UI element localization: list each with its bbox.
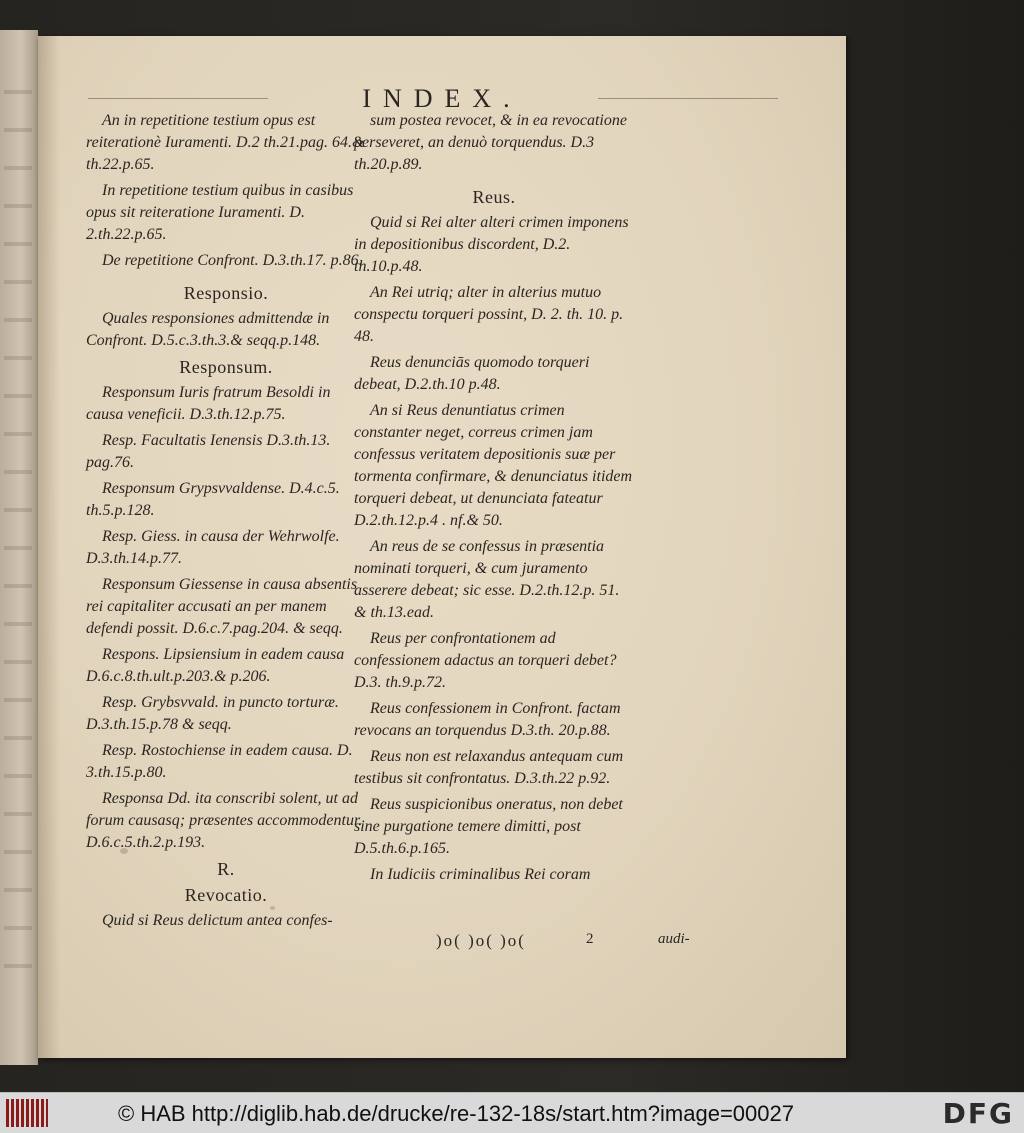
- index-entry: Resp. Giess. in causa der Wehrwolfe. D.3.th.14.p.77.: [86, 528, 340, 567]
- ink-spot: [120, 848, 128, 854]
- previous-page-edge: [0, 30, 38, 1065]
- hab-logo-icon: [6, 1099, 48, 1127]
- index-entry: An si Reus denuntiatus crimen constanter neget, correus crimen jam confessus veritatem depositionis suæ per tormenta confirmare, & denunciatus itidem torqueri debeat, ut denunciata fateatur D.2.th.12.p.4 . nf.& 50.: [354, 402, 633, 529]
- copyright-url[interactable]: © HAB http://diglib.hab.de/drucke/re-132-18s/start.htm?image=00027: [118, 1101, 794, 1126]
- index-entry: Resp. Rostochiense in eadem causa. D. 3.th.15.p.80.: [86, 742, 353, 781]
- page-gutter-shadow: [38, 36, 60, 1058]
- page-header: INDEX.: [362, 84, 522, 113]
- index-entry: Reus confessionem in Confront. factam revocans an torquendus D.3.th. 20.p.88.: [354, 700, 621, 739]
- index-heading: Reus.: [472, 187, 516, 207]
- bleed-through-marks: [4, 90, 32, 990]
- dfg-logo-icon: DFG: [942, 1097, 1014, 1130]
- index-heading: Revocatio.: [184, 885, 268, 905]
- index-entry: Quales responsiones admittendæ in Confront. D.5.c.3.th.3.& seqq.p.148.: [86, 310, 330, 349]
- index-entry: Reus non est relaxandus antequam cum testibus sit confrontatus. D.3.th.22 p.92.: [354, 748, 624, 787]
- index-entry: sum postea revocet, & in ea revocatione perseveret, an denuò torquendus. D.3 th.20.p.89.: [354, 112, 627, 173]
- index-entry: An in repetitione testium opus est reiterationè Iuramenti. D.2 th.21.pag. 64.& th.22.p.65.: [86, 112, 365, 173]
- index-entry: Resp. Facultatis Ienensis D.3.th.13. pag.76.: [86, 432, 331, 471]
- index-heading: Responsio.: [183, 283, 269, 303]
- index-entry: In repetitione testium quibus in casibus opus sit reiteratione Iuramenti. D. 2.th.22.p.65.: [86, 182, 354, 243]
- catchword: audi-: [658, 931, 690, 947]
- index-entry: Responsum Iuris fratrum Besoldi in causa veneficii. D.3.th.12.p.75.: [86, 384, 331, 423]
- header-rule-left: [88, 98, 268, 99]
- left-column: [86, 110, 366, 936]
- index-entry: Responsum Grypsvvaldense. D.4.c.5. th.5.p.128.: [86, 480, 340, 519]
- index-letter-heading: R.: [217, 859, 235, 879]
- index-entry: Responsum Giessense in causa absentis rei capitaliter accusati an per manem defendi possit. D.6.c.7.pag.204. & seqq.: [86, 576, 358, 637]
- index-entry: Reus denunciās quomodo torqueri debeat, D.2.th.10 p.48.: [354, 354, 590, 393]
- header-rule-right: [598, 98, 778, 99]
- index-heading: Responsum.: [179, 357, 273, 377]
- book-page: [38, 36, 846, 1058]
- index-entry: Responsa Dd. ita conscribi solent, ut ad forum causasq; præsentes accommodentur. D.6.c.5.th.2.p.193.: [86, 790, 363, 851]
- viewer-footer: [0, 1092, 1024, 1133]
- index-entry: Respons. Lipsiensium in eadem causa D.6.c.8.th.ult.p.203.& p.206.: [86, 646, 345, 685]
- index-entry: An Rei utriq; alter in alterius mutuo conspectu torqueri possint, D. 2. th. 10. p. 48.: [354, 284, 624, 345]
- index-entry: Reus per confrontationem ad confessionem adactus an torqueri debet? D.3. th.9.p.72.: [354, 630, 617, 691]
- index-entry: De repetitione Confront. D.3.th.17. p.86.: [102, 252, 363, 269]
- index-entry: Quid si Rei alter alteri crimen imponens in depositionibus discordent, D.2. th.10.p.48.: [354, 214, 629, 275]
- index-entry: Quid si Reus delictum antea confes-: [102, 912, 333, 929]
- index-entry: In Iudiciis criminalibus Rei coram: [370, 866, 591, 883]
- index-entry: An reus de se confessus in præsentia nominati torqueri, & cum juramento asserere debeat; sic esse. D.2.th.12.p. 51. & th.13.ead.: [354, 538, 620, 621]
- ink-spot: [270, 906, 275, 910]
- signature-number: 2: [586, 931, 594, 947]
- index-entry: Reus suspicionibus oneratus, non debet sine purgatione temere dimitti, post D.5.th.6.p.165.: [354, 796, 623, 857]
- index-entry: Resp. Grybsvvald. in puncto torturæ. D.3.th.15.p.78 & seqq.: [86, 694, 339, 733]
- signature-mark: )o( )o( )o(: [436, 931, 526, 950]
- right-column: [354, 110, 634, 890]
